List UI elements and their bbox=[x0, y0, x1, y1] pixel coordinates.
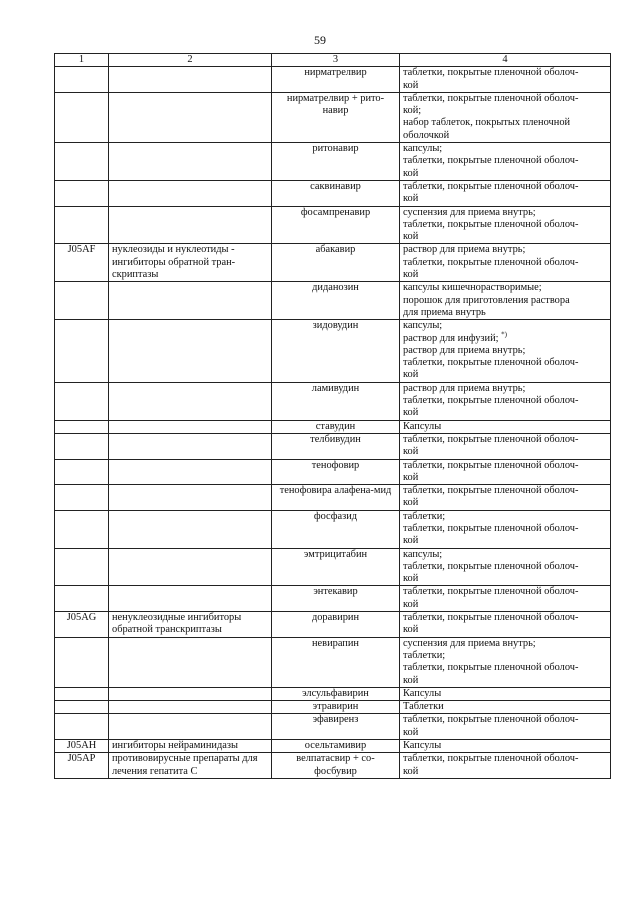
dosage-form-line bbox=[403, 105, 607, 117]
dosage-forms-cell bbox=[400, 740, 611, 753]
dosage-form-line bbox=[403, 181, 607, 193]
dosage-form-line bbox=[403, 638, 607, 650]
pharmacological-group-cell bbox=[109, 420, 272, 433]
drug-name-cell: абакавир bbox=[272, 244, 400, 282]
atc-code-cell bbox=[55, 206, 109, 244]
dosage-form-text: кой bbox=[403, 446, 419, 458]
dosage-forms-cell bbox=[400, 586, 611, 612]
drug-name-cell: саквинавир bbox=[272, 180, 400, 206]
dosage-form-line bbox=[403, 282, 607, 294]
pharmacological-group-cell bbox=[109, 510, 272, 548]
dosage-form-line bbox=[403, 624, 607, 636]
dosage-form-text: кой bbox=[403, 231, 419, 243]
dosage-forms-cell bbox=[400, 701, 611, 714]
page-number: 59 bbox=[314, 33, 326, 47]
dosage-forms-cell bbox=[400, 548, 611, 586]
dosage-form-text: для приема внутрь bbox=[403, 306, 486, 318]
drug-name-cell: ламивудин bbox=[272, 382, 400, 420]
dosage-form-line bbox=[403, 168, 607, 180]
dosage-form-text: таблетки, покрытые пленочной оболоч- bbox=[403, 560, 579, 572]
pharmacological-group-cell bbox=[109, 320, 272, 382]
atc-code-cell bbox=[55, 320, 109, 382]
dosage-form-line bbox=[403, 688, 607, 700]
pharmacological-group-cell bbox=[109, 143, 272, 181]
dosage-form-text: кой bbox=[403, 573, 419, 585]
dosage-form-line bbox=[403, 383, 607, 395]
dosage-form-line bbox=[403, 93, 607, 105]
table-row bbox=[55, 586, 611, 612]
dosage-form-text: порошок для приготовления раствора bbox=[403, 294, 570, 306]
dosage-form-line bbox=[403, 434, 607, 446]
column-number: 3 bbox=[272, 54, 400, 67]
dosage-form-line bbox=[403, 345, 607, 357]
dosage-forms-cell bbox=[400, 420, 611, 433]
dosage-form-text: капсулы; bbox=[403, 548, 443, 560]
table-body bbox=[55, 67, 611, 779]
atc-code-cell bbox=[55, 485, 109, 511]
drug-name-cell: этравирин bbox=[272, 701, 400, 714]
dosage-forms-cell bbox=[400, 320, 611, 382]
pharmacological-group-cell bbox=[109, 586, 272, 612]
dosage-form-text: Капсулы bbox=[403, 740, 442, 752]
drug-name-cell: велпатасвир + со-фосбувир bbox=[272, 753, 400, 779]
dosage-forms-cell bbox=[400, 244, 611, 282]
pharmacological-group-cell bbox=[109, 687, 272, 700]
dosage-form-text: кой bbox=[403, 598, 419, 610]
atc-code-cell bbox=[55, 143, 109, 181]
pharmacological-group-cell: противовирусные препараты для лечения гепатита С bbox=[109, 753, 272, 779]
drug-name-cell: осельтамивир bbox=[272, 740, 400, 753]
atc-code-cell: J05AH bbox=[55, 740, 109, 753]
dosage-form-text: таблетки, покрытые пленочной оболоч- bbox=[403, 485, 579, 497]
dosage-form-line bbox=[403, 586, 607, 598]
dosage-forms-cell bbox=[400, 382, 611, 420]
pharmacological-group-cell bbox=[109, 92, 272, 142]
atc-code-cell bbox=[55, 67, 109, 93]
dosage-form-line bbox=[403, 407, 607, 419]
dosage-form-line bbox=[403, 612, 607, 624]
dosage-form-line bbox=[403, 207, 607, 219]
dosage-form-text: таблетки, покрытые пленочной оболоч- bbox=[403, 180, 579, 192]
atc-code-cell bbox=[55, 637, 109, 687]
pharmacological-group-cell bbox=[109, 382, 272, 420]
dosage-forms-cell bbox=[400, 753, 611, 779]
atc-code-cell bbox=[55, 548, 109, 586]
dosage-form-text: суспензия для приема внутрь; bbox=[403, 206, 536, 218]
dosage-form-text: таблетки, покрытые пленочной оболоч- bbox=[403, 522, 579, 534]
dosage-form-text: таблетки, покрытые пленочной оболоч- bbox=[403, 395, 579, 407]
dosage-form-line bbox=[403, 472, 607, 484]
dosage-form-line bbox=[403, 67, 607, 79]
dosage-forms-cell bbox=[400, 206, 611, 244]
dosage-form-line bbox=[403, 155, 607, 167]
dosage-form-text: набор таблеток, покрытых пленочной bbox=[403, 117, 571, 129]
pharmacological-group-cell bbox=[109, 206, 272, 244]
dosage-form-text: кой bbox=[403, 269, 419, 281]
table-row bbox=[55, 637, 611, 687]
table-row bbox=[55, 740, 611, 753]
atc-code-cell: J05AP bbox=[55, 753, 109, 779]
drug-name-cell: доравирин bbox=[272, 612, 400, 638]
dosage-form-text: раствор для приема внутрь; bbox=[403, 244, 526, 256]
dosage-form-line bbox=[403, 269, 607, 281]
dosage-form-line bbox=[403, 662, 607, 674]
dosage-form-text: Таблетки bbox=[403, 701, 444, 713]
dosage-forms-cell bbox=[400, 485, 611, 511]
table-row bbox=[55, 244, 611, 282]
pharmacological-group-cell bbox=[109, 282, 272, 320]
dosage-form-text: таблетки, покрытые пленочной оболоч- bbox=[403, 714, 579, 726]
dosage-form-line bbox=[403, 766, 607, 778]
dosage-form-text: кой bbox=[403, 193, 419, 205]
dosage-form-text: кой bbox=[403, 765, 419, 777]
pharmacological-group-cell bbox=[109, 180, 272, 206]
dosage-forms-cell bbox=[400, 433, 611, 459]
table-row bbox=[55, 180, 611, 206]
dosage-form-text: капсулы кишечнорастворимые; bbox=[403, 282, 542, 294]
drug-name-cell: зидовудин bbox=[272, 320, 400, 382]
pharmacological-group-cell bbox=[109, 67, 272, 93]
dosage-form-text: кой bbox=[403, 407, 419, 419]
atc-code-cell bbox=[55, 180, 109, 206]
pharmacological-group-cell bbox=[109, 714, 272, 740]
atc-code-cell bbox=[55, 586, 109, 612]
dosage-form-text: кой bbox=[403, 674, 419, 686]
dosage-form-text: кой bbox=[403, 726, 419, 738]
atc-code-cell bbox=[55, 687, 109, 700]
dosage-form-text: кой; bbox=[403, 105, 422, 117]
atc-code-cell: J05AG bbox=[55, 612, 109, 638]
dosage-form-text: таблетки, покрытые пленочной оболоч- bbox=[403, 218, 579, 230]
dosage-form-text: таблетки, покрытые пленочной оболоч- bbox=[403, 92, 579, 104]
table-row bbox=[55, 282, 611, 320]
table-row bbox=[55, 510, 611, 548]
dosage-forms-cell bbox=[400, 67, 611, 93]
dosage-form-line bbox=[403, 117, 607, 129]
drug-name-cell: нирматрелвир + рито-навир bbox=[272, 92, 400, 142]
drug-name-cell: тенофовир bbox=[272, 459, 400, 485]
table-row bbox=[55, 714, 611, 740]
pharmacological-group-cell: ингибиторы нейраминидазы bbox=[109, 740, 272, 753]
table-row bbox=[55, 433, 611, 459]
atc-code-cell bbox=[55, 92, 109, 142]
pharmacological-group-cell bbox=[109, 485, 272, 511]
dosage-form-line bbox=[403, 421, 607, 433]
atc-code-cell bbox=[55, 459, 109, 485]
dosage-form-text: таблетки, покрытые пленочной оболоч- bbox=[403, 586, 579, 598]
dosage-forms-cell bbox=[400, 459, 611, 485]
dosage-forms-cell bbox=[400, 282, 611, 320]
dosage-forms-cell bbox=[400, 92, 611, 142]
dosage-form-line bbox=[403, 701, 607, 713]
dosage-form-line bbox=[403, 675, 607, 687]
dosage-form-line bbox=[403, 143, 607, 155]
dosage-form-text: таблетки, покрытые пленочной оболоч- bbox=[403, 155, 579, 167]
dosage-form-text: таблетки, покрытые пленочной оболоч- bbox=[403, 662, 579, 674]
table-row bbox=[55, 612, 611, 638]
table-row bbox=[55, 143, 611, 181]
dosage-form-text: раствор для инфузий; bbox=[403, 332, 499, 344]
drug-name-cell: тенофовира алафена-мид bbox=[272, 485, 400, 511]
dosage-form-line bbox=[403, 369, 607, 381]
drug-name-cell: нирматрелвир bbox=[272, 67, 400, 93]
dosage-form-line bbox=[403, 295, 607, 307]
column-number-row bbox=[55, 54, 611, 67]
dosage-form-line bbox=[403, 727, 607, 739]
dosage-forms-cell bbox=[400, 687, 611, 700]
drug-name-cell: фосампренавир bbox=[272, 206, 400, 244]
table-row bbox=[55, 420, 611, 433]
table-row bbox=[55, 687, 611, 700]
atc-code-cell bbox=[55, 510, 109, 548]
dosage-form-line bbox=[403, 561, 607, 573]
dosage-form-line bbox=[403, 650, 607, 662]
atc-code-cell bbox=[55, 382, 109, 420]
dosage-form-line bbox=[403, 357, 607, 369]
drug-name-cell: энтекавир bbox=[272, 586, 400, 612]
drug-name-cell: элсульфавирин bbox=[272, 687, 400, 700]
dosage-form-text: таблетки; bbox=[403, 510, 446, 522]
drug-name-cell: ритонавир bbox=[272, 143, 400, 181]
dosage-form-text: оболочкой bbox=[403, 129, 450, 141]
dosage-form-text: таблетки, покрытые пленочной оболоч- bbox=[403, 459, 579, 471]
dosage-form-text: таблетки, покрытые пленочной оболоч- bbox=[403, 256, 579, 268]
atc-code-cell: J05AF bbox=[55, 244, 109, 282]
drug-name-cell: телбивудин bbox=[272, 433, 400, 459]
column-number: 4 bbox=[400, 54, 611, 67]
drug-name-cell: невирапин bbox=[272, 637, 400, 687]
dosage-forms-cell bbox=[400, 714, 611, 740]
dosage-form-line bbox=[403, 257, 607, 269]
pharmacological-group-cell: нуклеозиды и нуклеотиды - ингибиторы обратной тран-скриптазы bbox=[109, 244, 272, 282]
dosage-form-text: кой bbox=[403, 79, 419, 91]
dosage-forms-cell bbox=[400, 180, 611, 206]
table-row bbox=[55, 548, 611, 586]
table-row bbox=[55, 67, 611, 93]
dosage-form-text: Капсулы bbox=[403, 687, 442, 699]
pharmacological-group-cell: ненуклеозидные ингибиторы обратной транскриптазы bbox=[109, 612, 272, 638]
dosage-form-line bbox=[403, 244, 607, 256]
dosage-form-line bbox=[403, 395, 607, 407]
atc-code-cell bbox=[55, 282, 109, 320]
drug-table bbox=[54, 53, 611, 779]
table-row bbox=[55, 485, 611, 511]
atc-code-cell bbox=[55, 701, 109, 714]
dosage-form-line bbox=[403, 307, 607, 319]
dosage-form-text: кой bbox=[403, 535, 419, 547]
dosage-form-text: кой bbox=[403, 167, 419, 179]
atc-code-cell bbox=[55, 433, 109, 459]
dosage-form-text: суспензия для приема внутрь; bbox=[403, 637, 536, 649]
dosage-form-text: таблетки; bbox=[403, 649, 446, 661]
pharmacological-group-cell bbox=[109, 433, 272, 459]
pharmacological-group-cell bbox=[109, 548, 272, 586]
dosage-form-text: таблетки, покрытые пленочной оболоч- bbox=[403, 433, 579, 445]
dosage-form-line bbox=[403, 599, 607, 611]
dosage-form-text: кой bbox=[403, 369, 419, 381]
dosage-forms-cell bbox=[400, 510, 611, 548]
column-number: 1 bbox=[55, 54, 109, 67]
dosage-form-text: таблетки, покрытые пленочной оболоч- bbox=[403, 357, 579, 369]
pharmacological-group-cell bbox=[109, 701, 272, 714]
footnote-marker: *) bbox=[501, 330, 507, 339]
dosage-form-line bbox=[403, 714, 607, 726]
dosage-form-line bbox=[403, 130, 607, 142]
dosage-form-text: раствор для приема внутрь; bbox=[403, 382, 526, 394]
table-header bbox=[55, 54, 611, 67]
dosage-form-line bbox=[403, 573, 607, 585]
dosage-form-line bbox=[403, 497, 607, 509]
table-row bbox=[55, 382, 611, 420]
table-row bbox=[55, 459, 611, 485]
dosage-form-line bbox=[403, 80, 607, 92]
dosage-form-line bbox=[403, 549, 607, 561]
dosage-form-line bbox=[403, 446, 607, 458]
dosage-forms-cell bbox=[400, 612, 611, 638]
dosage-form-line bbox=[403, 511, 607, 523]
dosage-form-line bbox=[403, 219, 607, 231]
table-row bbox=[55, 206, 611, 244]
dosage-form-text: капсулы; bbox=[403, 320, 443, 332]
table-row bbox=[55, 701, 611, 714]
table-row bbox=[55, 753, 611, 779]
dosage-form-text: кой bbox=[403, 624, 419, 636]
dosage-form-text: таблетки, покрытые пленочной оболоч- bbox=[403, 612, 579, 624]
drug-name-cell: эмтрицитабин bbox=[272, 548, 400, 586]
drug-name-cell: ставудин bbox=[272, 420, 400, 433]
drug-name-cell: фосфазид bbox=[272, 510, 400, 548]
dosage-form-text: капсулы; bbox=[403, 143, 443, 155]
dosage-forms-cell bbox=[400, 637, 611, 687]
dosage-form-text: таблетки, покрытые пленочной оболоч- bbox=[403, 753, 579, 765]
table-row bbox=[55, 92, 611, 142]
dosage-form-line bbox=[403, 523, 607, 535]
dosage-form-line bbox=[403, 740, 607, 752]
dosage-form-text: кой bbox=[403, 471, 419, 483]
atc-code-cell bbox=[55, 420, 109, 433]
drug-name-cell: диданозин bbox=[272, 282, 400, 320]
pharmacological-group-cell bbox=[109, 637, 272, 687]
dosage-form-line bbox=[403, 535, 607, 547]
dosage-form-line bbox=[403, 193, 607, 205]
dosage-form-line bbox=[403, 231, 607, 243]
dosage-form-text: раствор для приема внутрь; bbox=[403, 344, 526, 356]
dosage-form-text: таблетки, покрытые пленочной оболоч- bbox=[403, 67, 579, 79]
dosage-form-line bbox=[403, 330, 607, 345]
dosage-form-line bbox=[403, 485, 607, 497]
dosage-form-text: Капсулы bbox=[403, 420, 442, 432]
dosage-form-text: кой bbox=[403, 497, 419, 509]
dosage-forms-cell bbox=[400, 143, 611, 181]
drug-name-cell: эфавиренз bbox=[272, 714, 400, 740]
dosage-form-line bbox=[403, 460, 607, 472]
column-number: 2 bbox=[109, 54, 272, 67]
atc-code-cell bbox=[55, 714, 109, 740]
pharmacological-group-cell bbox=[109, 459, 272, 485]
table-row bbox=[55, 320, 611, 382]
dosage-form-line bbox=[403, 753, 607, 765]
